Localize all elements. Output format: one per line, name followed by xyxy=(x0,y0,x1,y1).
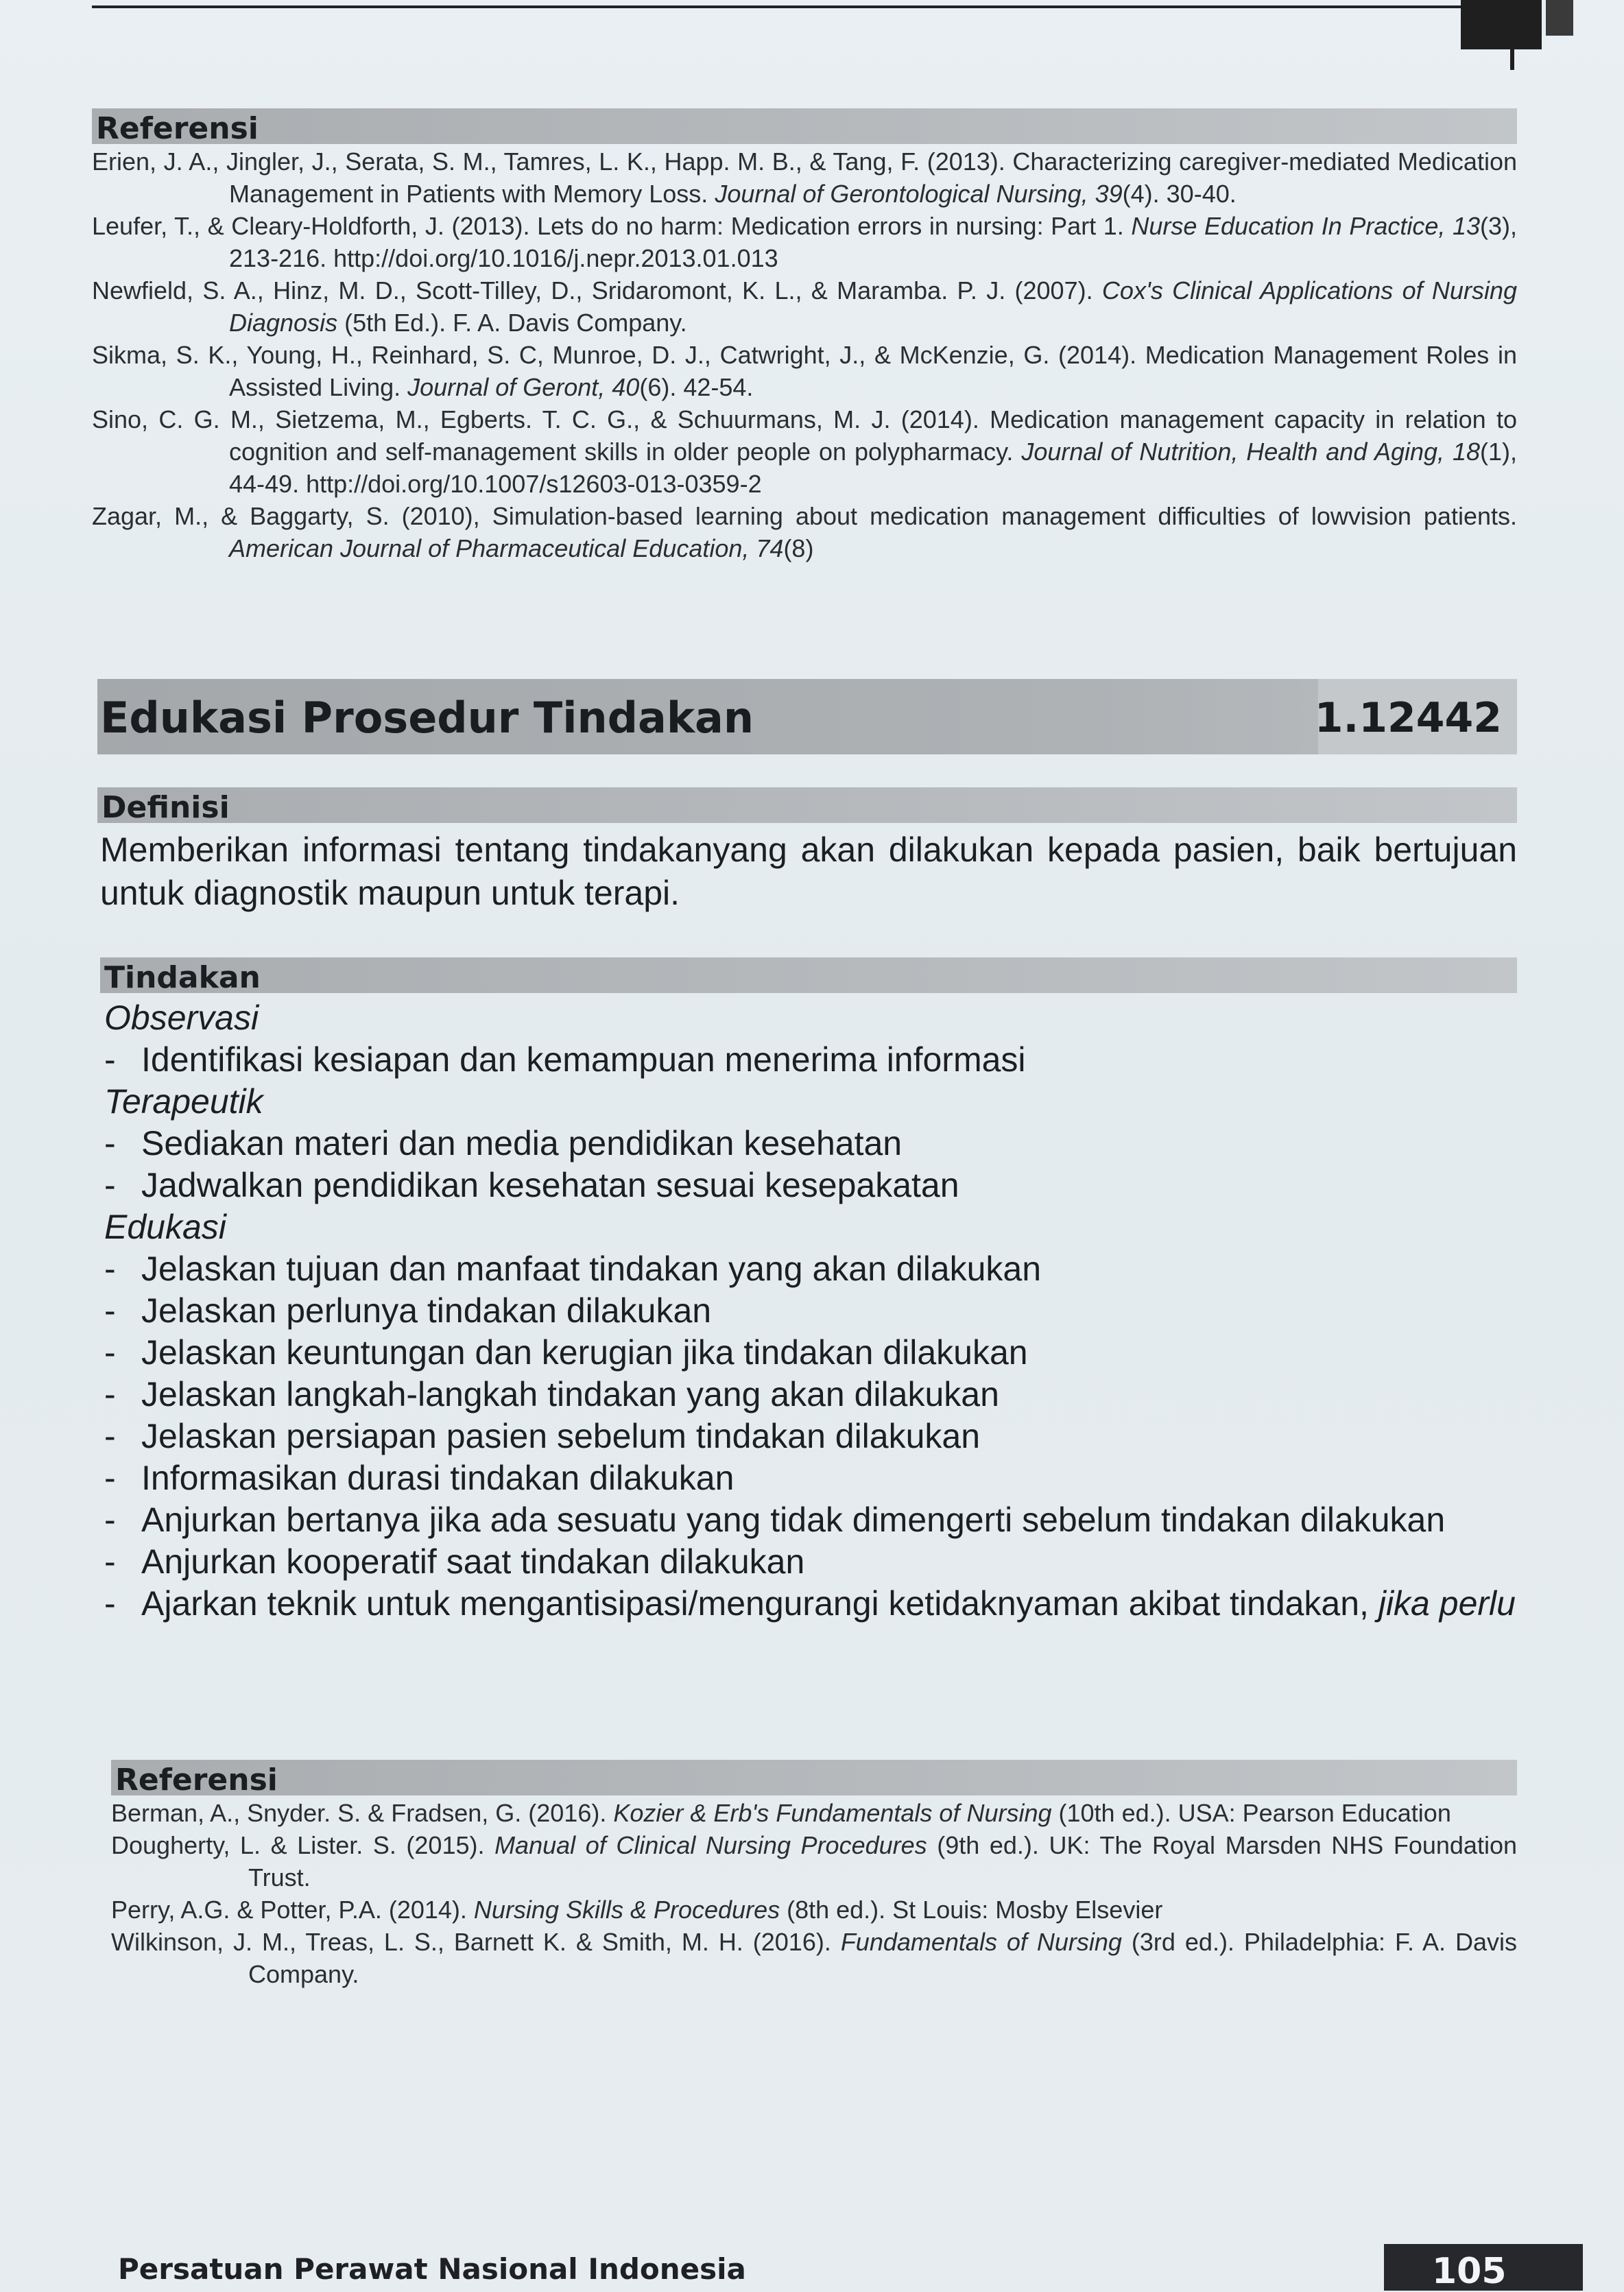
reference-source-title: Cox's Clinical Applications of Nursing Diagnosis xyxy=(229,276,1517,337)
reference-text: (5th Ed.). F. A. Davis Company. xyxy=(337,309,687,337)
tindakan-item xyxy=(104,1165,1518,1206)
reference-entry xyxy=(92,210,1517,274)
reference-text: (1), 44-49. http://doi.org/10.1007/s12603-013-0359-2 xyxy=(229,438,1517,498)
definisi-heading: Definisi xyxy=(102,790,230,825)
tindakan-item xyxy=(104,1332,1518,1374)
reference-source-title: American Journal of Pharmaceutical Education, 74 xyxy=(229,534,784,562)
tindakan-item-text: Jelaskan tujuan dan manfaat tindakan yang akan dilakukan xyxy=(141,1250,1042,1288)
reference-text: (8) xyxy=(783,534,814,562)
top-rule xyxy=(92,5,1477,8)
definisi-heading-bar xyxy=(97,787,1517,823)
definisi-text: Memberikan informasi tentang tindakanyang akan dilakukan kepada pasien, baik bertujuan untuk diagnostik maupun untuk terapi. xyxy=(100,831,1517,912)
tindakan-item xyxy=(104,1583,1518,1625)
tindakan-item-text: Anjurkan kooperatif saat tindakan dilakukan xyxy=(141,1542,805,1581)
reference-entry xyxy=(92,403,1517,500)
reference-text: (4). 30-40. xyxy=(1122,180,1237,208)
tindakan-item xyxy=(104,1499,1518,1541)
reference-text: Perry, A.G. & Potter, P.A. (2014). xyxy=(111,1896,474,1924)
reference-source-title: Nurse Education In Practice, 13 xyxy=(1131,212,1480,240)
reference-entry xyxy=(92,500,1517,564)
reference-source-title: Manual of Clinical Nursing Procedures xyxy=(494,1831,927,1859)
reference-text: Erien, J. A., Jingler, J., Serata, S. M., Tamres, L. K., Happ. M. B., & Tang, F. (2013). Characterizing caregiver-mediated Medication Management in Patients with Memory Loss. xyxy=(92,147,1517,208)
reference-text: Zagar, M., & Baggarty, S. (2010), Simulation-based learning about medication management difficulties of lowvision patients. xyxy=(92,502,1517,530)
tindakan-item xyxy=(104,1541,1518,1583)
references-bottom-heading-bar xyxy=(111,1760,1517,1798)
reference-entry xyxy=(111,1797,1517,1829)
tindakan-item-text: Anjurkan bertanya jika ada sesuatu yang tidak dimengerti sebelum tindakan dilakukan xyxy=(141,1501,1446,1539)
tindakan-item-text: Identifikasi kesiapan dan kemampuan menerima informasi xyxy=(141,1040,1026,1079)
corner-tab-stem xyxy=(1510,48,1514,70)
footer-publisher: Persatuan Perawat Nasional Indonesia xyxy=(118,2252,746,2286)
reference-source-title: Journal of Gerontological Nursing, 39 xyxy=(715,180,1123,208)
tindakan-item-italic-tail: jika perlu xyxy=(1378,1584,1516,1623)
tindakan-item xyxy=(104,1248,1518,1290)
reference-source-title: Kozier & Erb's Fundamentals of Nursing xyxy=(613,1799,1052,1827)
page-number: 105 xyxy=(1432,2251,1507,2292)
reference-text: Sino, C. G. M., Sietzema, M., Egberts. T. C. G., & Schuurmans, M. J. (2014). Medication management capacity in relation to cognition and self-management skills in older people on polypharmacy. xyxy=(92,405,1517,466)
tindakan-item-text: Jadwalkan pendidikan kesehatan sesuai kesepakatan xyxy=(141,1166,959,1204)
tindakan-item xyxy=(104,1416,1518,1457)
references-bottom-heading: Referensi xyxy=(115,1763,278,1798)
references-top-heading-bar xyxy=(92,108,1517,144)
reference-text: Berman, A., Snyder. S. & Fradsen, G. (2016). xyxy=(111,1799,614,1827)
reference-text: (3rd ed.). Philadelphia: F. A. Davis Company. xyxy=(248,1928,1517,1988)
reference-source-title: Journal of Nutrition, Health and Aging, 18 xyxy=(1021,438,1480,466)
tindakan-item xyxy=(104,1457,1518,1499)
tindakan-list xyxy=(104,997,1518,1625)
reference-source-title: Nursing Skills & Procedures xyxy=(473,1896,780,1924)
tindakan-item-text: Ajarkan teknik untuk mengantisipasi/mengurangi ketidaknyaman akibat tindakan, xyxy=(141,1584,1378,1623)
tindakan-item xyxy=(104,1290,1518,1332)
reference-entry xyxy=(92,145,1517,210)
tindakan-group-label: Observasi xyxy=(104,999,259,1037)
tindakan-heading: Tindakan xyxy=(104,960,261,995)
tindakan-heading-bar xyxy=(100,957,1517,993)
tindakan-item-text: Jelaskan persiapan pasien sebelum tindakan dilakukan xyxy=(141,1417,981,1455)
tindakan-group-label: Edukasi xyxy=(104,1208,226,1246)
reference-entry xyxy=(92,339,1517,403)
reference-text: Sikma, S. K., Young, H., Reinhard, S. C, Munroe, D. J., Catwright, J., & McKenzie, G. (2014). Medication Management Roles in Assisted Living. xyxy=(92,341,1517,401)
tindakan-item-text: Jelaskan keuntungan dan kerugian jika tindakan dilakukan xyxy=(141,1333,1028,1372)
reference-text: (3), 213-216. http://doi.org/10.1016/j.nepr.2013.01.013 xyxy=(229,212,1517,272)
references-bottom-list xyxy=(111,1797,1517,1990)
procedure-title: Edukasi Prosedur Tindakan xyxy=(100,693,754,743)
references-top-list xyxy=(92,145,1517,564)
reference-entry xyxy=(92,274,1517,339)
reference-text: Dougherty, L. & Lister. S. (2015). xyxy=(111,1831,495,1859)
reference-text: Newfield, S. A., Hinz, M. D., Scott-Tilley, D., Sridaromont, K. L., & Maramba. P. J. (2007). xyxy=(92,276,1102,305)
tindakan-group-label: Terapeutik xyxy=(104,1082,263,1121)
reference-source-title: Fundamentals of Nursing xyxy=(840,1928,1122,1956)
references-top-heading: Referensi xyxy=(96,111,259,146)
reference-text: (6). 42-54. xyxy=(639,373,754,401)
tindakan-item xyxy=(104,1374,1518,1416)
reference-entry xyxy=(111,1926,1517,1990)
reference-text: (10th ed.). USA: Pearson Education xyxy=(1051,1799,1451,1827)
tindakan-item xyxy=(104,1039,1518,1081)
tindakan-item-text: Jelaskan perlunya tindakan dilakukan xyxy=(141,1291,712,1330)
reference-text: (9th ed.). UK: The Royal Marsden NHS Foundation Trust. xyxy=(248,1831,1517,1891)
procedure-code: 1.12442 xyxy=(1314,694,1502,742)
reference-entry xyxy=(111,1829,1517,1894)
corner-tab xyxy=(1461,0,1542,49)
corner-tab-shadow xyxy=(1542,0,1573,36)
reference-source-title: Journal of Geront, 40 xyxy=(407,373,640,401)
procedure-title-bar xyxy=(97,679,1517,754)
reference-text: Leufer, T., & Cleary-Holdforth, J. (2013). Lets do no harm: Medication errors in nursing: Part 1. xyxy=(92,212,1132,240)
tindakan-item-text: Sediakan materi dan media pendidikan kesehatan xyxy=(141,1124,903,1162)
tindakan-item-text: Jelaskan langkah-langkah tindakan yang akan dilakukan xyxy=(141,1375,999,1413)
reference-text: (8th ed.). St Louis: Mosby Elsevier xyxy=(780,1896,1163,1924)
tindakan-item-text: Informasikan durasi tindakan dilakukan xyxy=(141,1459,735,1497)
tindakan-item xyxy=(104,1123,1518,1165)
reference-text: Wilkinson, J. M., Treas, L. S., Barnett K. & Smith, M. H. (2016). xyxy=(111,1928,841,1956)
reference-entry xyxy=(111,1894,1517,1926)
